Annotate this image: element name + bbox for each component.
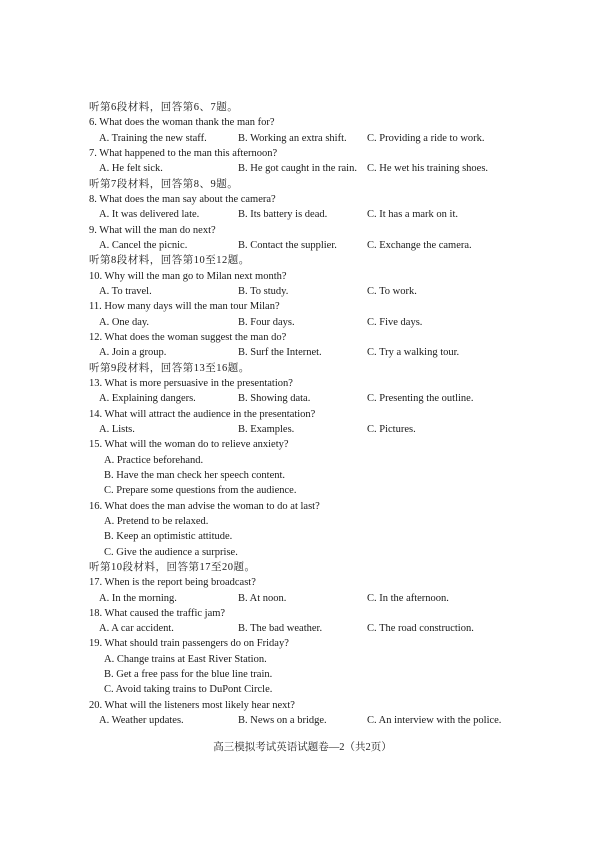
options-10 <box>89 284 569 299</box>
option-c: C. Presenting the outline. <box>367 393 474 405</box>
question-15: 15. What will the woman do to relieve anxiety? <box>89 439 289 451</box>
options-9 <box>89 238 569 253</box>
option-a: A. One day. <box>99 316 150 328</box>
question-11: 11. How many days will the man tour Milan? <box>89 301 280 313</box>
option-b: B. Get a free pass for the blue line train. <box>104 669 273 681</box>
option-a: A. Weather updates. <box>99 715 184 727</box>
option-c: C. Avoid taking trains to DuPont Circle. <box>104 684 273 696</box>
options-6 <box>89 131 569 146</box>
question-9: 9. What will the man do next? <box>89 224 216 236</box>
options-13 <box>89 391 569 406</box>
option-b: B. Examples. <box>238 423 295 435</box>
option-b: B. Have the man check her speech content. <box>104 469 286 481</box>
option-a: A. Change trains at East River Station. <box>104 653 267 665</box>
option-a: A. Cancel the picnic. <box>99 239 188 251</box>
option-a: A. In the morning. <box>99 592 177 604</box>
option-b: B. Its battery is dead. <box>238 209 328 221</box>
option-a: A. Training the new staff. <box>99 132 207 144</box>
option-c: C. Five days. <box>367 316 423 328</box>
option-b: B. The bad weather. <box>238 623 323 635</box>
option-c: C. To work. <box>367 285 417 297</box>
option-c: C. He wet his training shoes. <box>367 163 489 175</box>
option-b: B. He got caught in the rain. <box>238 163 357 175</box>
question-20: 20. What will the listeners most likely hear next? <box>89 699 295 711</box>
section-header: 听第9段材料，回答第13至16题。 <box>89 362 250 374</box>
question-18: 18. What caused the traffic jam? <box>89 607 226 619</box>
option-c: C. Pictures. <box>367 423 416 435</box>
question-10: 10. Why will the man go to Milan next month? <box>89 270 287 282</box>
question-12: 12. What does the woman suggest the man do? <box>89 331 287 343</box>
option-c: C. Try a walking tour. <box>367 347 460 359</box>
option-c: C. Exchange the camera. <box>367 239 472 251</box>
option-a: A. A car accident. <box>99 623 174 635</box>
option-a: A. He felt sick. <box>99 163 163 175</box>
question-6: 6. What does the woman thank the man for? <box>89 117 275 129</box>
option-a: A. To travel. <box>99 285 152 297</box>
option-a: A. Lists. <box>99 423 135 435</box>
option-b: B. Keep an optimistic attitude. <box>104 531 233 543</box>
options-18 <box>89 621 569 636</box>
question-list <box>89 100 569 728</box>
option-a: A. Explaining dangers. <box>99 393 196 405</box>
option-a: A. Pretend to be relaxed. <box>104 515 209 527</box>
option-b: B. Working an extra shift. <box>238 132 347 144</box>
option-b: B. Contact the supplier. <box>238 239 337 251</box>
option-b: B. Four days. <box>238 316 295 328</box>
options-7 <box>89 161 569 176</box>
section-header: 听第8段材料，回答第10至12题。 <box>89 255 250 267</box>
option-c: C. Prepare some questions from the audience. <box>104 485 297 497</box>
options-20 <box>89 713 569 728</box>
option-a: A. Join a group. <box>99 347 167 359</box>
question-13: 13. What is more persuasive in the presentation? <box>89 377 293 389</box>
question-8: 8. What does the man say about the camera? <box>89 193 276 205</box>
section-header: 听第6段材料，回答第6、7题。 <box>89 102 239 113</box>
option-c: C. Give the audience a surprise. <box>104 546 238 558</box>
options-12 <box>89 345 569 360</box>
option-b: B. To study. <box>238 285 289 297</box>
options-8 <box>89 207 569 222</box>
option-c: C. In the afternoon. <box>367 592 449 604</box>
question-19: 19. What should train passengers do on Friday? <box>89 638 289 650</box>
options-11 <box>89 315 569 330</box>
option-c: C. It has a mark on it. <box>367 209 458 221</box>
option-b: B. News on a bridge. <box>238 715 327 727</box>
question-17: 17. When is the report being broadcast? <box>89 577 256 589</box>
option-a: A. It was delivered late. <box>99 209 200 221</box>
question-7: 7. What happened to the man this afternoon? <box>89 147 278 159</box>
option-c: C. The road construction. <box>367 623 474 635</box>
options-17 <box>89 591 569 606</box>
option-a: A. Practice beforehand. <box>104 454 204 466</box>
section-header: 听第10段材料，回答第17至20题。 <box>89 561 256 573</box>
question-14: 14. What will attract the audience in the presentation? <box>89 408 316 420</box>
question-16: 16. What does the man advise the woman to do at last? <box>89 500 320 512</box>
options-14 <box>89 422 569 437</box>
option-c: C. An interview with the police. <box>367 715 502 727</box>
section-header: 听第7段材料，回答第8、9题。 <box>89 178 239 190</box>
page-footer: 高三模拟考试英语试题卷—2（共2页） <box>213 742 392 753</box>
option-c: C. Providing a ride to work. <box>367 132 485 144</box>
option-b: B. Surf the Internet. <box>238 347 322 359</box>
option-b: B. Showing data. <box>238 393 311 405</box>
option-b: B. At noon. <box>238 592 287 604</box>
